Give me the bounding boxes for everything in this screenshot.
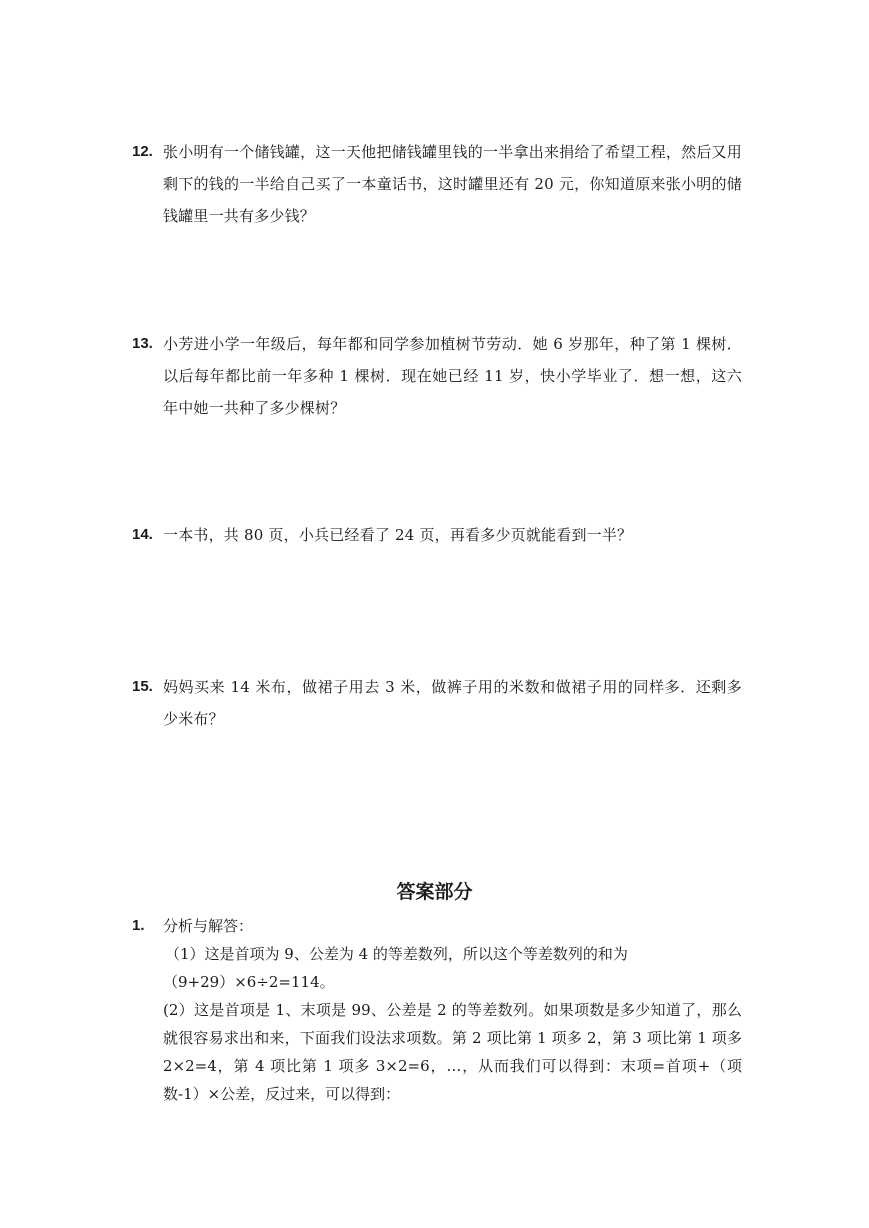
- question-text: 一本书，共 80 页，小兵已经看了 24 页，再看多少页就能看到一半？: [163, 526, 633, 544]
- question-13: [132, 328, 742, 424]
- question-15: [132, 671, 742, 735]
- answer-part1-line2: （9+29）×6÷2=114。: [163, 973, 335, 991]
- question-text: 小芳进小学一年级后，每年都和同学参加植树节劳动．她 6 岁那年，种了第 1 棵树．以后每年都比前一年多种 1 棵树．现在她已经 11 岁，快小学毕业了．想一想，这六年中她一共种了多少棵树？: [163, 335, 742, 417]
- answer-1: [132, 912, 742, 1108]
- question-text: 张小明有一个储钱罐，这一天他把储钱罐里钱的一半拿出来捐给了希望工程，然后又用剩下的钱的一半给自己买了一本童话书，这时罐里还有 20 元，你知道原来张小明的储钱罐里一共有多少钱？: [163, 143, 742, 225]
- answer-part2: (2）这是首项是 1、末项是 99、公差是 2 的等差数列。如果项数是多少知道了，那么就很容易求出和来，下面我们设法求项数。第 2 项比第 1 项多 2，第 3 项比第 1 项多 2×2=4，第 4 项比第 1 项多 3×2=6，…，从而我们可以得到：末项=首项+（项数-1）×公差，反过来，可以得到：: [163, 1001, 742, 1103]
- question-12: [132, 136, 742, 232]
- answer-section-title: 答案部分: [396, 881, 473, 903]
- question-number: 15.: [132, 678, 153, 695]
- answer-part1-line1: （1）这是首项为 9、公差为 4 的等差数列，所以这个等差数列的和为: [165, 945, 628, 963]
- answer-number: 1.: [132, 917, 145, 934]
- question-14: [132, 519, 742, 551]
- question-number: 13.: [132, 335, 153, 352]
- answer-heading: 分析与解答：: [163, 917, 254, 935]
- answer-body: [163, 912, 742, 1108]
- question-text: 妈妈买来 14 米布，做裙子用去 3 米，做裤子用的米数和做裙子用的同样多．还剩多少米布？: [163, 678, 742, 728]
- question-number: 12.: [132, 143, 153, 160]
- question-number: 14.: [132, 526, 153, 543]
